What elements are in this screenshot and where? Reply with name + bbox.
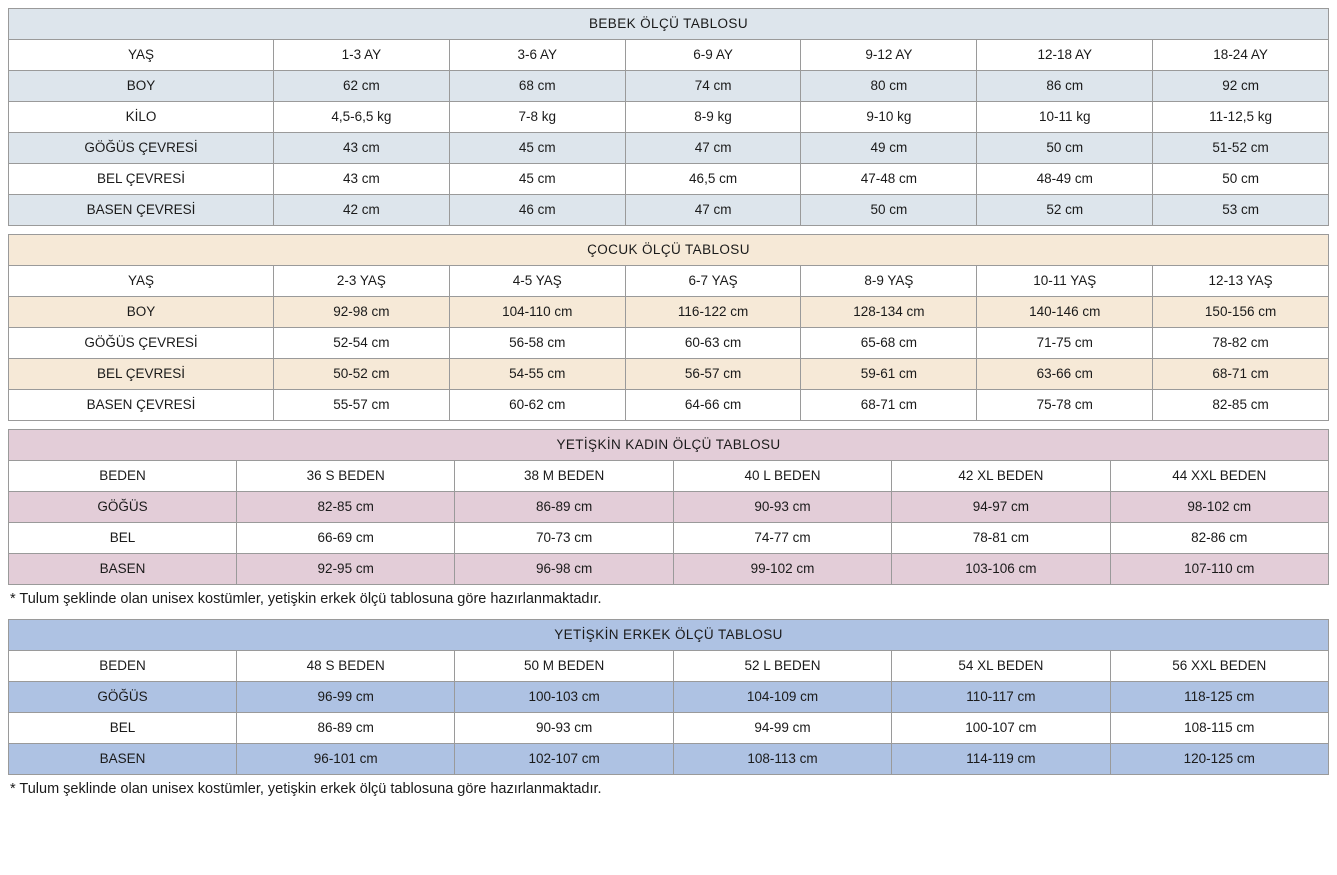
row-label: BOY [9,297,274,328]
size-table-woman [8,429,1329,585]
table-note: * Tulum şeklinde olan unisex kostümler, yetişkin erkek ölçü tablosuna göre hazırlanmaktadır. [10,591,602,607]
table-cell: 60-62 cm [449,390,625,421]
row-label: BASEN ÇEVRESİ [9,390,274,421]
table-cell: 120-125 cm [1110,744,1328,775]
table-cell: 52 cm [977,195,1153,226]
table-cell: 12-13 YAŞ [1153,266,1329,297]
table-cell: 56-57 cm [625,359,801,390]
table-cell: 90-93 cm [673,492,891,523]
table-cell: 45 cm [449,164,625,195]
table-cell: 47 cm [625,195,801,226]
table-row [9,744,1329,775]
table-cell: 49 cm [801,133,977,164]
table-row [9,102,1329,133]
table-cell: 48-49 cm [977,164,1153,195]
table-cell: 92-98 cm [274,297,450,328]
table-cell: 65-68 cm [801,328,977,359]
table-cell: 42 XL BEDEN [892,461,1110,492]
table-cell: 64-66 cm [625,390,801,421]
table-row [9,461,1329,492]
row-label: YAŞ [9,266,274,297]
row-label: BEL ÇEVRESİ [9,164,274,195]
size-table-baby [8,8,1329,226]
table-cell: 62 cm [274,71,450,102]
table-row [9,359,1329,390]
table-cell: 75-78 cm [977,390,1153,421]
table-cell: 2-3 YAŞ [274,266,450,297]
table-cell: 54 XL BEDEN [892,651,1110,682]
table-cell: 86 cm [977,71,1153,102]
row-label: BASEN ÇEVRESİ [9,195,274,226]
table-cell: 74 cm [625,71,801,102]
table-cell: 78-82 cm [1153,328,1329,359]
table-cell: 92 cm [1153,71,1329,102]
table-cell: 68 cm [449,71,625,102]
table-cell: 80 cm [801,71,977,102]
table-cell: 43 cm [274,164,450,195]
table-cell: 104-110 cm [449,297,625,328]
table-cell: 78-81 cm [892,523,1110,554]
table-cell: 54-55 cm [449,359,625,390]
table-cell: 74-77 cm [673,523,891,554]
table-cell: 6-9 AY [625,40,801,71]
table-note: * Tulum şeklinde olan unisex kostümler, yetişkin erkek ölçü tablosuna göre hazırlanmaktadır. [10,781,602,797]
table-cell: 108-115 cm [1110,713,1328,744]
table-row [9,651,1329,682]
table-cell: 110-117 cm [892,682,1110,713]
table-cell: 52 L BEDEN [673,651,891,682]
table-title: YETİŞKİN KADIN ÖLÇÜ TABLOSU [9,430,1329,461]
table-cell: 107-110 cm [1110,554,1328,585]
table-cell: 86-89 cm [237,713,455,744]
table-cell: 60-63 cm [625,328,801,359]
table-cell: 96-101 cm [237,744,455,775]
table-cell: 53 cm [1153,195,1329,226]
table-cell: 38 M BEDEN [455,461,673,492]
table-cell: 42 cm [274,195,450,226]
table-row [9,682,1329,713]
table-cell: 48 S BEDEN [237,651,455,682]
table-cell: 12-18 AY [977,40,1153,71]
table-cell: 108-113 cm [673,744,891,775]
table-cell: 63-66 cm [977,359,1153,390]
table-cell: 94-99 cm [673,713,891,744]
table-cell: 118-125 cm [1110,682,1328,713]
table-cell: 11-12,5 kg [1153,102,1329,133]
table-title: YETİŞKİN ERKEK ÖLÇÜ TABLOSU [9,620,1329,651]
table-cell: 51-52 cm [1153,133,1329,164]
table-cell: 44 XXL BEDEN [1110,461,1328,492]
table-cell: 140-146 cm [977,297,1153,328]
table-cell: 59-61 cm [801,359,977,390]
table-cell: 40 L BEDEN [673,461,891,492]
table-title-row [9,430,1329,461]
table-cell: 116-122 cm [625,297,801,328]
row-label: BASEN [9,554,237,585]
table-cell: 50 M BEDEN [455,651,673,682]
table-cell: 70-73 cm [455,523,673,554]
tables-container [8,8,1329,803]
row-label: BEL [9,523,237,554]
table-row [9,71,1329,102]
row-label: GÖĞÜS ÇEVRESİ [9,133,274,164]
table-cell: 46,5 cm [625,164,801,195]
table-row [9,390,1329,421]
table-row [9,266,1329,297]
table-row [9,328,1329,359]
row-label: GÖĞÜS [9,492,237,523]
table-cell: 56 XXL BEDEN [1110,651,1328,682]
row-label: BEDEN [9,651,237,682]
table-cell: 47-48 cm [801,164,977,195]
row-label: GÖĞÜS [9,682,237,713]
table-cell: 8-9 kg [625,102,801,133]
table-cell: 71-75 cm [977,328,1153,359]
row-label: BEL [9,713,237,744]
table-cell: 104-109 cm [673,682,891,713]
table-cell: 56-58 cm [449,328,625,359]
table-cell: 10-11 YAŞ [977,266,1153,297]
table-cell: 66-69 cm [237,523,455,554]
table-title-row [9,9,1329,40]
table-row [9,297,1329,328]
table-title: ÇOCUK ÖLÇÜ TABLOSU [9,235,1329,266]
table-cell: 8-9 YAŞ [801,266,977,297]
table-cell: 7-8 kg [449,102,625,133]
row-label: KİLO [9,102,274,133]
table-cell: 4-5 YAŞ [449,266,625,297]
table-cell: 18-24 AY [1153,40,1329,71]
table-cell: 68-71 cm [1153,359,1329,390]
table-cell: 82-86 cm [1110,523,1328,554]
table-row [9,523,1329,554]
table-cell: 55-57 cm [274,390,450,421]
table-row [9,554,1329,585]
table-cell: 10-11 kg [977,102,1153,133]
table-cell: 50-52 cm [274,359,450,390]
table-cell: 90-93 cm [455,713,673,744]
table-row [9,195,1329,226]
table-cell: 96-98 cm [455,554,673,585]
row-label: YAŞ [9,40,274,71]
table-cell: 45 cm [449,133,625,164]
table-cell: 6-7 YAŞ [625,266,801,297]
size-table-man [8,619,1329,775]
table-cell: 47 cm [625,133,801,164]
table-row [9,164,1329,195]
table-title-row [9,620,1329,651]
row-label: BEDEN [9,461,237,492]
row-label: GÖĞÜS ÇEVRESİ [9,328,274,359]
table-cell: 3-6 AY [449,40,625,71]
row-label: BEL ÇEVRESİ [9,359,274,390]
table-cell: 43 cm [274,133,450,164]
table-cell: 36 S BEDEN [237,461,455,492]
size-table-kid [8,234,1329,421]
row-label: BOY [9,71,274,102]
table-cell: 50 cm [801,195,977,226]
table-cell: 98-102 cm [1110,492,1328,523]
table-cell: 92-95 cm [237,554,455,585]
table-cell: 150-156 cm [1153,297,1329,328]
table-cell: 82-85 cm [237,492,455,523]
table-cell: 103-106 cm [892,554,1110,585]
table-title-row [9,235,1329,266]
table-cell: 114-119 cm [892,744,1110,775]
table-cell: 52-54 cm [274,328,450,359]
table-row [9,133,1329,164]
table-cell: 86-89 cm [455,492,673,523]
table-cell: 99-102 cm [673,554,891,585]
table-cell: 128-134 cm [801,297,977,328]
table-cell: 1-3 AY [274,40,450,71]
table-cell: 100-103 cm [455,682,673,713]
table-cell: 50 cm [977,133,1153,164]
table-cell: 102-107 cm [455,744,673,775]
table-cell: 9-12 AY [801,40,977,71]
table-cell: 94-97 cm [892,492,1110,523]
table-cell: 68-71 cm [801,390,977,421]
table-cell: 100-107 cm [892,713,1110,744]
table-title: BEBEK ÖLÇÜ TABLOSU [9,9,1329,40]
table-row [9,713,1329,744]
row-label: BASEN [9,744,237,775]
table-row [9,492,1329,523]
table-cell: 96-99 cm [237,682,455,713]
table-row [9,40,1329,71]
table-cell: 4,5-6,5 kg [274,102,450,133]
table-cell: 9-10 kg [801,102,977,133]
table-cell: 82-85 cm [1153,390,1329,421]
table-cell: 50 cm [1153,164,1329,195]
table-cell: 46 cm [449,195,625,226]
